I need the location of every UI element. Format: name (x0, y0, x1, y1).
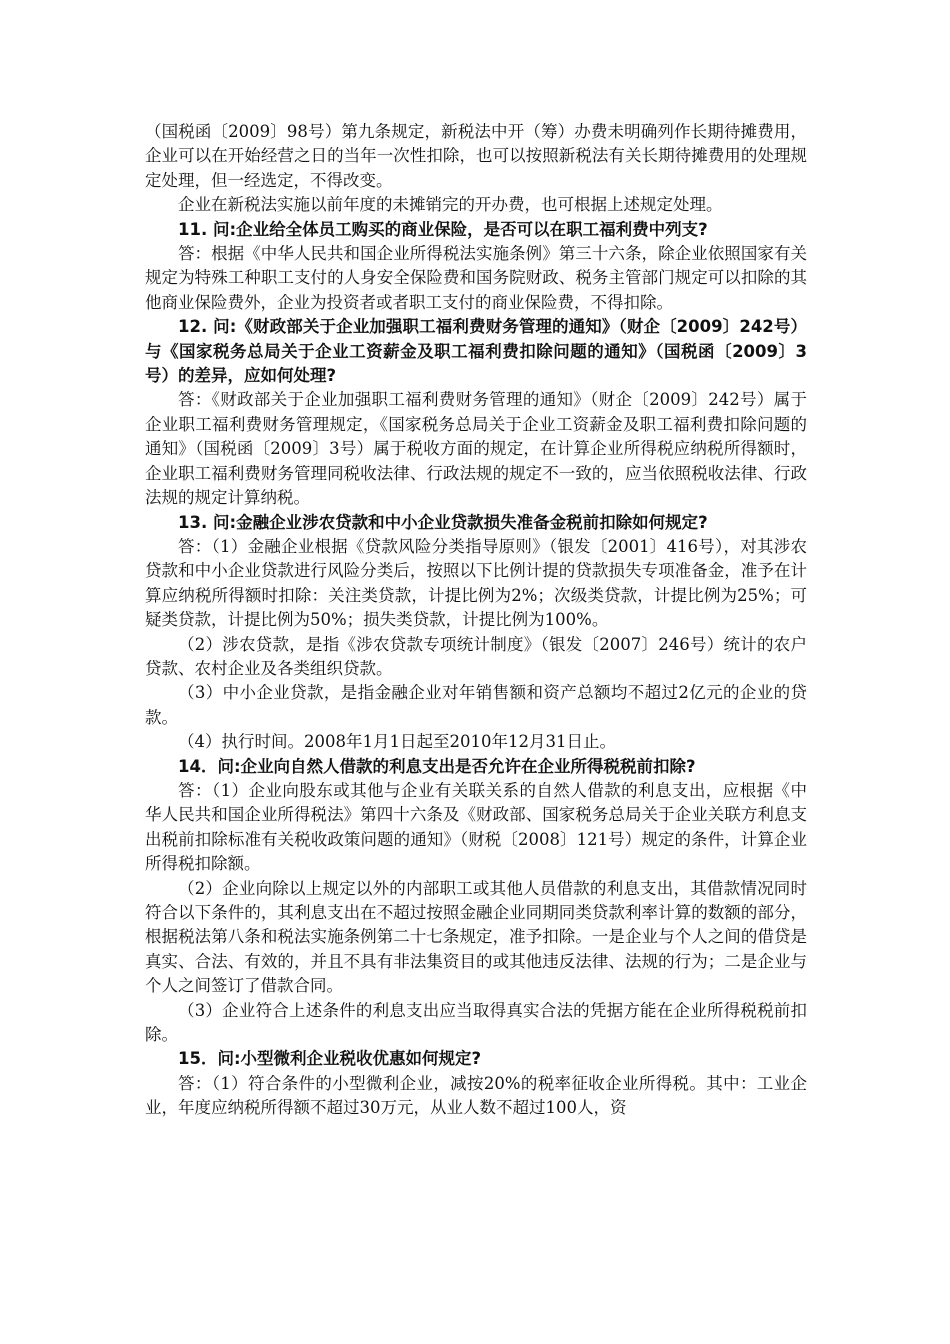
question-heading-14: 14．问:企业向自然人借款的利息支出是否允许在企业所得税税前扣除? (178, 756, 696, 776)
answer-paragraph-13-1: 答：（1）金融企业根据《贷款风险分类指导原则》（银发〔2001〕416号），对其涉农贷款和中小企业贷款进行风险分类后，按照以下比例计提的贷款损失专项准备金，准予在计算应纳税所得额时扣除：关注类贷款，计提比例为2%；次级类贷款，计提比例为25%；可疑类贷款，计提比例为50%；损失类贷款，计提比例为100%。 (145, 536, 807, 630)
body-paragraph: 企业在新税法实施以前年度的未摊销完的开办费，也可根据上述规定处理。 (178, 195, 723, 215)
body-paragraph: （国税函〔2009〕98号）第九条规定，新税法中开（筹）办费未明确列作长期待摊费用，企业可以在开始经营之日的当年一次性扣除，也可以按照新税法有关长期待摊费用的处理规定处理，但一经选定，不得改变。 (145, 122, 807, 190)
document-page (145, 120, 807, 1121)
answer-paragraph-14-2: （2）企业向除以上规定以外的内部职工或其他人员借款的利息支出，其借款情况同时符合以下条件的，其利息支出在不超过按照金融企业同期同类贷款利率计算的数额的部分，根据税法第八条和税法实施条例第二十七条规定，准予扣除。一是企业与个人之间的借贷是真实、合法、有效的，并且不具有非法集资目的或其他违反法律、法规的行为；二是企业与个人之间签订了借款合同。 (145, 878, 807, 996)
question-heading-15: 15．问:小型微利企业税收优惠如何规定? (178, 1049, 482, 1069)
answer-paragraph-11: 答：根据《中华人民共和国企业所得税法实施条例》第三十六条，除企业依照国家有关规定为特殊工种职工支付的人身安全保险费和国务院财政、税务主管部门规定可以扣除的其他商业保险费外，企业为投资者或者职工支付的商业保险费，不得扣除。 (145, 244, 807, 312)
question-heading-11: 11. 问:企业给全体员工购买的商业保险，是否可以在职工福利费中列支? (178, 219, 708, 239)
question-heading-13: 13. 问:金融企业涉农贷款和中小企业贷款损失准备金税前扣除如何规定? (178, 512, 708, 532)
answer-paragraph-13-4: （4）执行时间。2008年1月1日起至2010年12月31日止。 (178, 732, 616, 752)
question-heading-12: 12. 问:《财政部关于企业加强职工福利费财务管理的通知》（财企〔2009〕242号）与《国家税务总局关于企业工资薪金及职工福利费扣除问题的通知》（国税函〔2009〕3号）的差异，应如何处理? (145, 317, 807, 386)
answer-paragraph-14-1: 答：（1）企业向股东或其他与企业有关联关系的自然人借款的利息支出，应根据《中华人民共和国企业所得税法》第四十六条及《财政部、国家税务总局关于企业关联方利息支出税前扣除标准有关税收政策问题的通知》（财税〔2008〕121号）规定的条件，计算企业所得税扣除额。 (145, 780, 807, 874)
answer-paragraph-13-2: （2）涉农贷款，是指《涉农贷款专项统计制度》（银发〔2007〕246号）统计的农户贷款、农村企业及各类组织贷款。 (145, 634, 807, 678)
answer-paragraph-13-3: （3）中小企业贷款，是指金融企业对年销售额和资产总额均不超过2亿元的企业的贷款。 (145, 683, 807, 727)
answer-paragraph-15-1: 答：（1）符合条件的小型微利企业，减按20%的税率征收企业所得税。其中：工业企业，年度应纳税所得额不超过30万元，从业人数不超过100人，资 (145, 1073, 807, 1118)
answer-paragraph-12: 答：《财政部关于企业加强职工福利费财务管理的通知》（财企〔2009〕242号）属于企业职工福利费财务管理规定，《国家税务总局关于企业工资薪金及职工福利费扣除问题的通知》（国税函〔2009〕3号）属于税收方面的规定，在计算企业所得税应纳税所得额时，企业职工福利费财务管理同税收法律、行政法规的规定不一致的，应当依照税收法律、行政法规的规定计算纳税。 (145, 390, 807, 508)
answer-paragraph-14-3: （3）企业符合上述条件的利息支出应当取得真实合法的凭据方能在企业所得税税前扣除。 (145, 1000, 807, 1045)
